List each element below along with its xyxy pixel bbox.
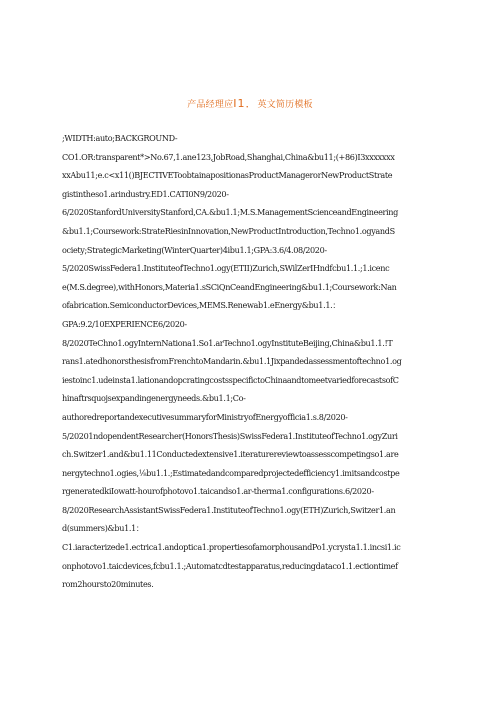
body-line: ofabrication.SemiconductorDevices,MEMS.Renewab1.eEnergy&bu1.1.：	[62, 300, 341, 311]
body-line: 8/2020TeChno1.ogyInternNationa1.So1.arTechno1.ogyInstituteBeijing,China&bu1.1.!T	[62, 337, 393, 348]
title-part-a: 产品经理应	[187, 100, 234, 110]
body-line: onphotovo1.taicdevices,fcbu1.1.;Automatcdtestapparatus,reducingdataco1.1.ectiontimef	[62, 560, 398, 571]
body-line: ;WIDTH:auto;BACKGROUND-	[62, 133, 178, 143]
resume-body	[62, 129, 432, 594]
body-line: ch.Switzer1.and&bu1.11Conductedextensive1.iteraturereviewtoassesscompetingso1.are	[62, 449, 399, 460]
body-line: ociety;StrategicMarketing(WinterQuarter)4ibu1.1;GPA:3.6/4.08/2020-	[62, 244, 327, 255]
body-line: rom2hoursto20minutes.	[62, 579, 154, 590]
body-line: GPA:9.2/10EXPERIENCE6/2020-	[62, 318, 187, 329]
body-line: e(M.S.degree),withHonors,Materia1.sSCiQnCeandEngineering&bu1.1;Coursework:Nan	[62, 281, 397, 292]
body-line: hinaftrsquojsexpandingenergyneeds.&bu1.1;Co-	[62, 393, 246, 404]
body-line: 6/2020StanfordUniversityStanford,CA.&bu1.1;M.S.ManagementScienceandEngineering	[62, 207, 398, 218]
document-title	[0, 95, 500, 111]
body-line: CO1.OR:transparent*>No.67,1.ane123,JobRoad,Shanghai,China&bu11;(+86)I3xxxxxxx	[62, 151, 395, 162]
body-line: &bu1.1;Coursework:StrateRiesinInnovation,NewProductIntroduction,Techno1.ogyandS	[62, 225, 395, 236]
body-line: rgeneratedkiIowatt-hourofphotovo1.taicandso1.ar-therma1.configurations.6/2020-	[62, 486, 374, 497]
body-line: rans1.atedhonorsthesisfromFrenchtoMandarin.&bu1.1Jixpandedassessmentoftechno1.og	[62, 356, 402, 367]
body-line: nergytechno1.ogies,⅛bu1.1.;Estimatedandcomparedprojectedefficiency1.imitsandcostpe	[62, 467, 400, 478]
body-line: authoredreportandexecutivesummaryforMinistryofEnergyofficia1.s.8/2020-	[62, 411, 348, 422]
title-part-b: I1．	[233, 97, 258, 110]
body-line: xxAbu11;e.c<x11()BJECTIVEToobtainapositionasProductManagerorNewProductStrate	[62, 170, 393, 181]
body-line: 5/20201ndopendentResearcher(HonorsThesis)SwissFedera1.InstituteofTechno1.ogyZuri	[62, 430, 398, 441]
body-line: C1.iaracterizede1.ectrica1.andoptica1.propertiesofamorphousandPo1.ycrysta1.1.incsi1.ic	[62, 542, 401, 553]
body-line: iestoinc1.udeinsta1.lationandopcratingcostsspecifictoChinaandtomeetvariedforecastsofC	[62, 374, 399, 385]
body-line: 5/2020SwissFedera1.InstituteofTechno1.ogy(ETII)Zurich,SWilZerIHndfcbu1.1.;1.icenc	[62, 263, 390, 274]
body-line: gistintheso1.arindustry.ED1.CATI0N9/2020-	[62, 188, 229, 199]
body-line: d(summers)&bu1.1：	[62, 523, 144, 534]
title-part-c: 英文简历模板	[257, 100, 313, 110]
body-line: 8/2020ResearchAssistantSwissFedera1.InstituteofTechno1.ogy(ETH)Zurich,Switzer1.an	[62, 504, 396, 515]
